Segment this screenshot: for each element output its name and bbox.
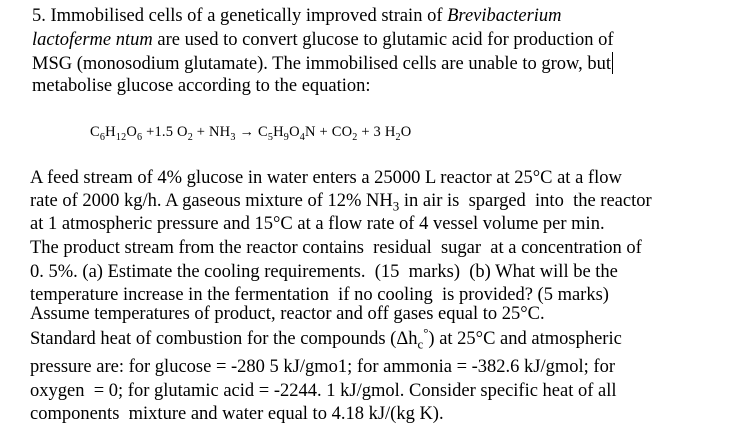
paragraph2-line-6: temperature increase in the fermentation if no cooling is provided? (5 marks) — [30, 285, 609, 305]
paragraph2-line-10: oxygen = 0; for glutamic acid = -2244. 1 kJ/gmol. Consider specific heat of all — [30, 381, 617, 401]
paragraph2-line-8: Standard heat of combustion for the compounds $(\Delta h_c^\circ)$ at 25°C and atmospheric — [30, 324, 622, 352]
paragraph2-line-5: 0. 5%. (a) Estimate the cooling requirements. (15 marks) (b) What will be the — [30, 262, 618, 282]
paragraph1-line-4: metabolise glucose according to the equation: — [32, 76, 371, 96]
paragraph2-line-4: The product stream from the reactor contains residual sugar at a concentration of — [30, 238, 642, 258]
paragraph2-line-1: A feed stream of 4% glucose in water enters a 25000 L reactor at 25°C at a flow — [30, 168, 622, 188]
paragraph1-line-1: 5. Immobilised cells of a genetically improved strain of Brevibacterium — [32, 6, 562, 26]
paragraph2-line-11: components mixture and water equal to 4.18 kJ/(kg K). — [30, 404, 444, 424]
paragraph1-line-3: MSG (monosodium glutamate). The immobilised cells are unable to grow, but — [32, 54, 612, 74]
chemical-equation: $C_6H_{12}O_6 +1.5$ $O_2 + NH_3 \to C_5H_9O_4N + CO_2 + 3$ $H_2O$ — [90, 124, 412, 143]
paragraph2-line-7: Assume temperatures of product, reactor and off gases equal to 25°C. — [30, 304, 545, 324]
paragraph2-line-9: pressure are: for glucose = -280 5 kJ/gmo1; for ammonia = -382.6 kJ/gmol; for — [30, 357, 615, 377]
text-cursor — [612, 52, 613, 74]
paragraph2-line-2: rate of 2000 kg/h. A gaseous mixture of 12% $NH_3$ in air is sparged into the reactor — [30, 191, 652, 214]
paragraph2-line-3: at 1 atmospheric pressure and 15°C at a flow rate of 4 vessel volume per min. — [30, 214, 605, 234]
paragraph1-line-2: lactoferme ntum are used to convert glucose to glutamic acid for production of — [32, 30, 614, 50]
